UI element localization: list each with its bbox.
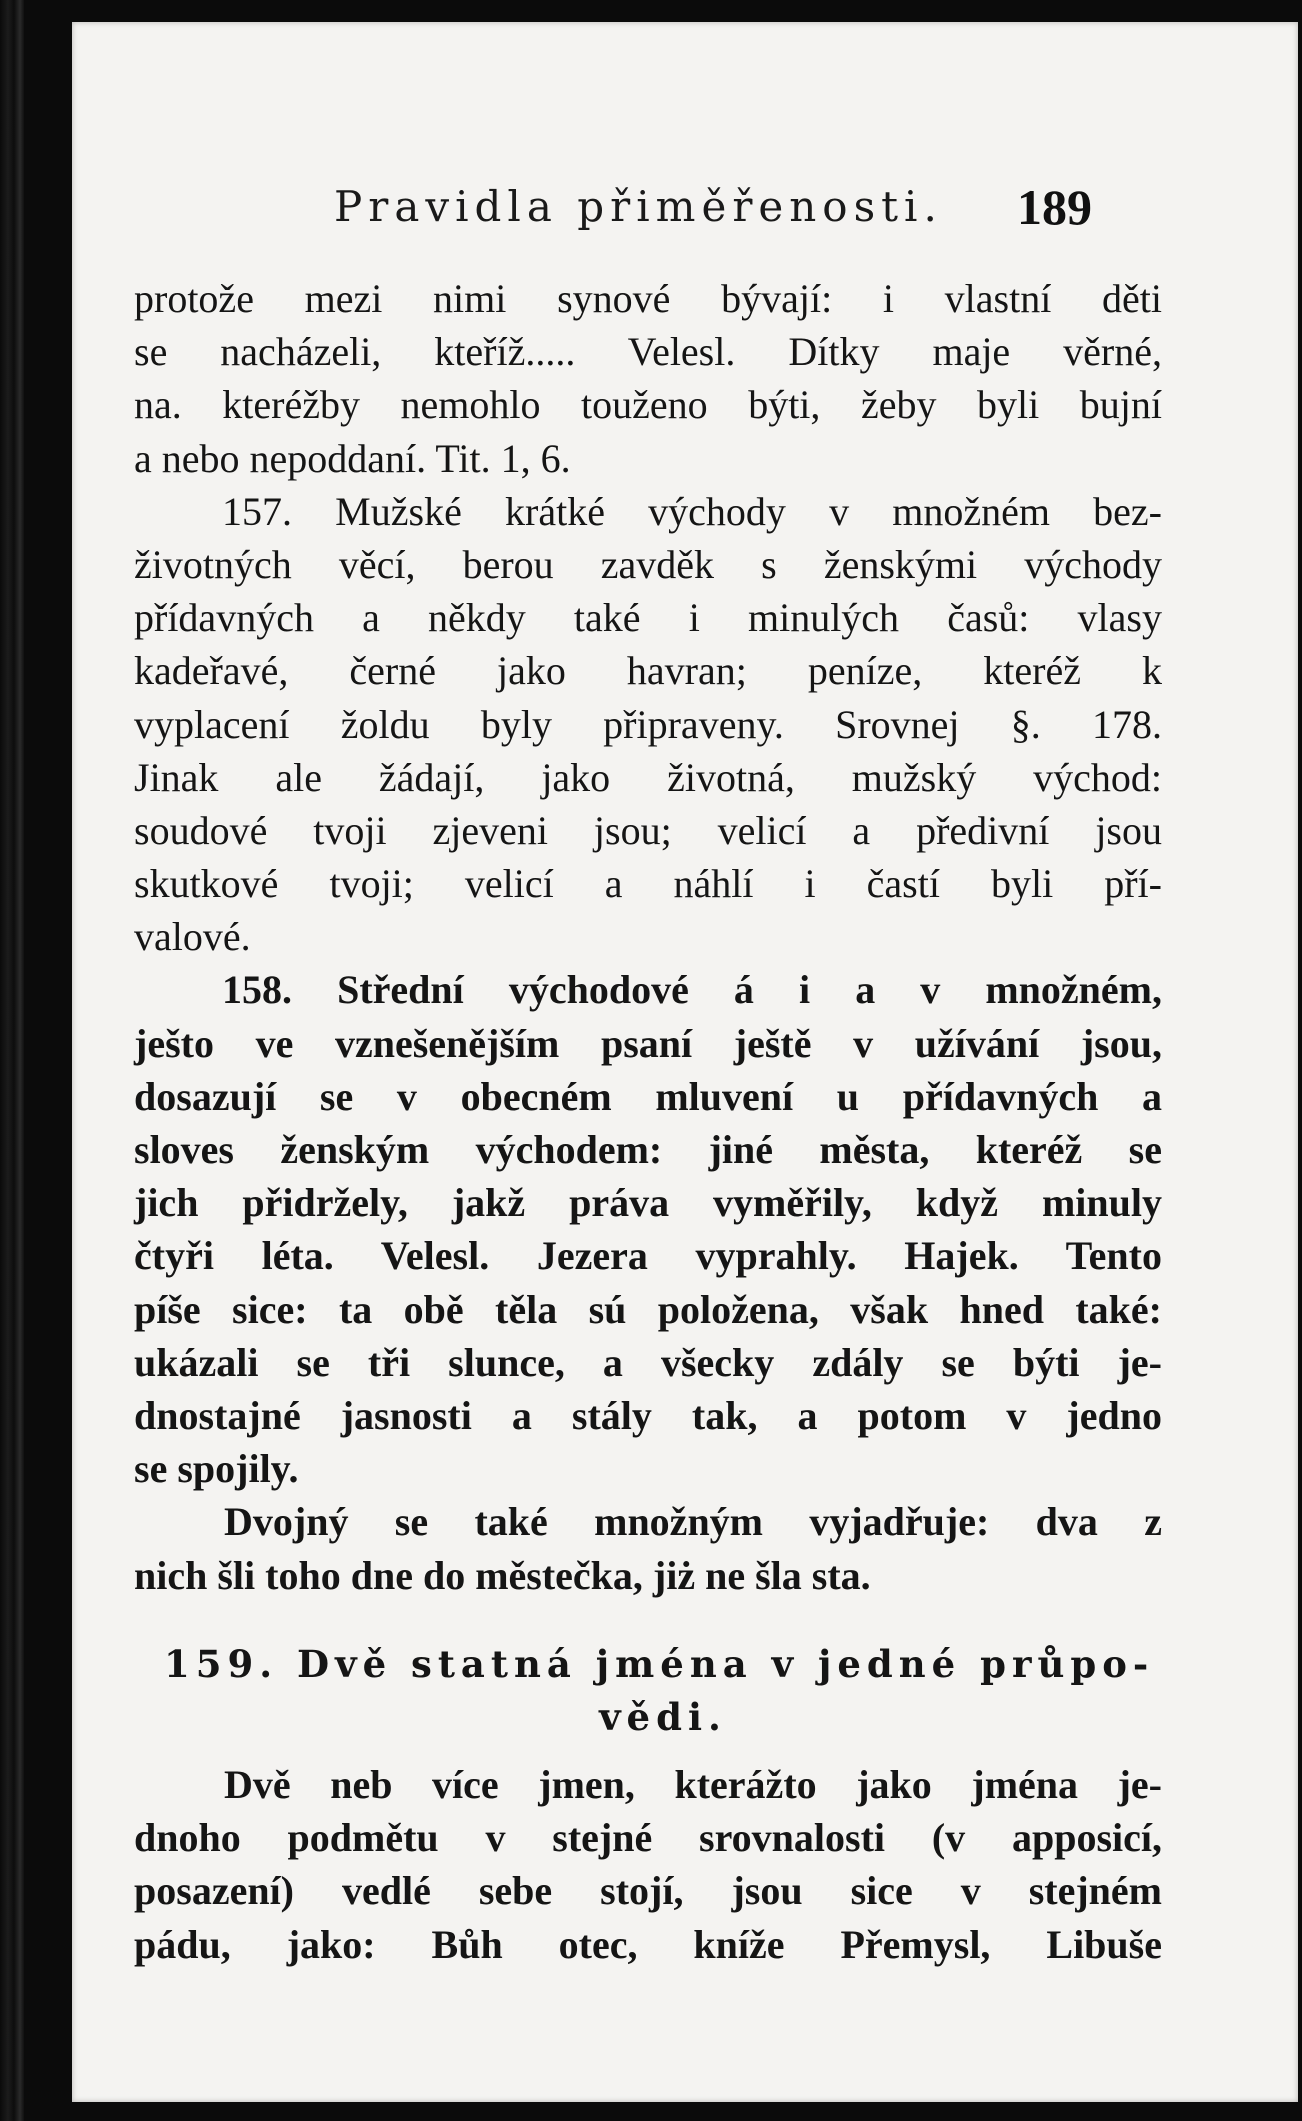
book-page [72, 22, 1298, 2102]
paragraph-159 [134, 1758, 1162, 1971]
text-line: skutkové tvoji; velicí a náhlí i častí byli pří- [134, 861, 1162, 907]
text-line: Dvojný se také množným vyjadřuje: dva z [224, 1499, 1162, 1545]
text-line: soudové tvoji zjeveni jsou; velicí a předivní jsou [134, 807, 1162, 853]
text-line: protože mezi nimi synové bývají: i vlastní děti [134, 276, 1162, 321]
scan-frame [24, 0, 1302, 2121]
text-line: ješto ve vznešenějším psaní ještě v užívání jsou, [134, 1020, 1162, 1066]
text-line: valové. [134, 914, 251, 960]
section-heading-line-2: vědi. [599, 1694, 727, 1739]
text-line: píše sice: ta obě těla sú položena, však hned také: [134, 1286, 1162, 1332]
text-line: a nebo nepoddaní. Tit. 1, 6. [134, 435, 571, 481]
text-line: nich šli toho dne do městečka, jiż ne šla sta. [134, 1552, 871, 1598]
text-line: dosazují se v obecném mluvení u přídavných a [134, 1073, 1162, 1119]
text-line: na. kteréžby nemohlo touženo býti, žeby byli bujní [134, 382, 1162, 428]
text-line: se spojily. [134, 1446, 299, 1492]
page-number: 189 [1017, 179, 1092, 235]
text-line: sloves ženským východem: jiné města, kteréž se [134, 1127, 1162, 1172]
text-line: kadeřavé, černé jako havran; peníze, kteréž k [134, 648, 1162, 694]
section-heading-159 [134, 1638, 1162, 1744]
text-line: Dvě neb více jmen, kterážto jako jména je- [224, 1762, 1162, 1808]
text-line: jich přidržely, jakž práva vyměřily, když minuly [134, 1180, 1162, 1226]
text-line: čtyři léta. Velesl. Jezera vyprahly. Hajek. Tento [134, 1233, 1162, 1279]
text-line: posazení) vedlé sebe stojí, jsou sice v stejném [134, 1868, 1162, 1914]
text-line: 158. Střední východové á i a v množném, [222, 967, 1162, 1013]
text-line: ukázali se tři slunce, a všecky zdály se býti je- [134, 1339, 1162, 1385]
paragraphs-157-158 [134, 272, 1162, 1602]
scan-left-edge [0, 0, 24, 2121]
section-gap [134, 1602, 1162, 1638]
body-text [134, 272, 1162, 1971]
text-line: pádu, jako: Bůh otec, kníže Přemysl, Libuše [134, 1921, 1162, 1967]
text-line: Jinak ale žádají, jako životná, mužský východ: [134, 754, 1162, 800]
text-line: se nacházeli, kteříž..... Velesl. Dítky maje věrné, [134, 329, 1162, 375]
running-header [72, 179, 1298, 242]
text-line: životných věcí, berou zavděk s ženskými východy [134, 541, 1162, 587]
heading-gap [134, 1744, 1162, 1758]
text-line: vyplacení žoldu byly připraveny. Srovnej §. 178. [134, 701, 1162, 747]
section-heading-line-1: 159. Dvě statná jména v jedné průpo- [164, 1641, 1155, 1686]
text-line: 157. Mužské krátké východy v množném bez- [222, 488, 1162, 534]
text-line: přídavných a někdy také i minulých časů: vlasy [134, 595, 1162, 641]
text-line: dnoho podmětu v stejné srovnalosti (v apposicí, [134, 1815, 1162, 1861]
text-line: dnostajné jasnosti a stály tak, a potom v jedno [134, 1392, 1162, 1438]
running-title: Pravidla přiměřenosti. [334, 182, 943, 231]
